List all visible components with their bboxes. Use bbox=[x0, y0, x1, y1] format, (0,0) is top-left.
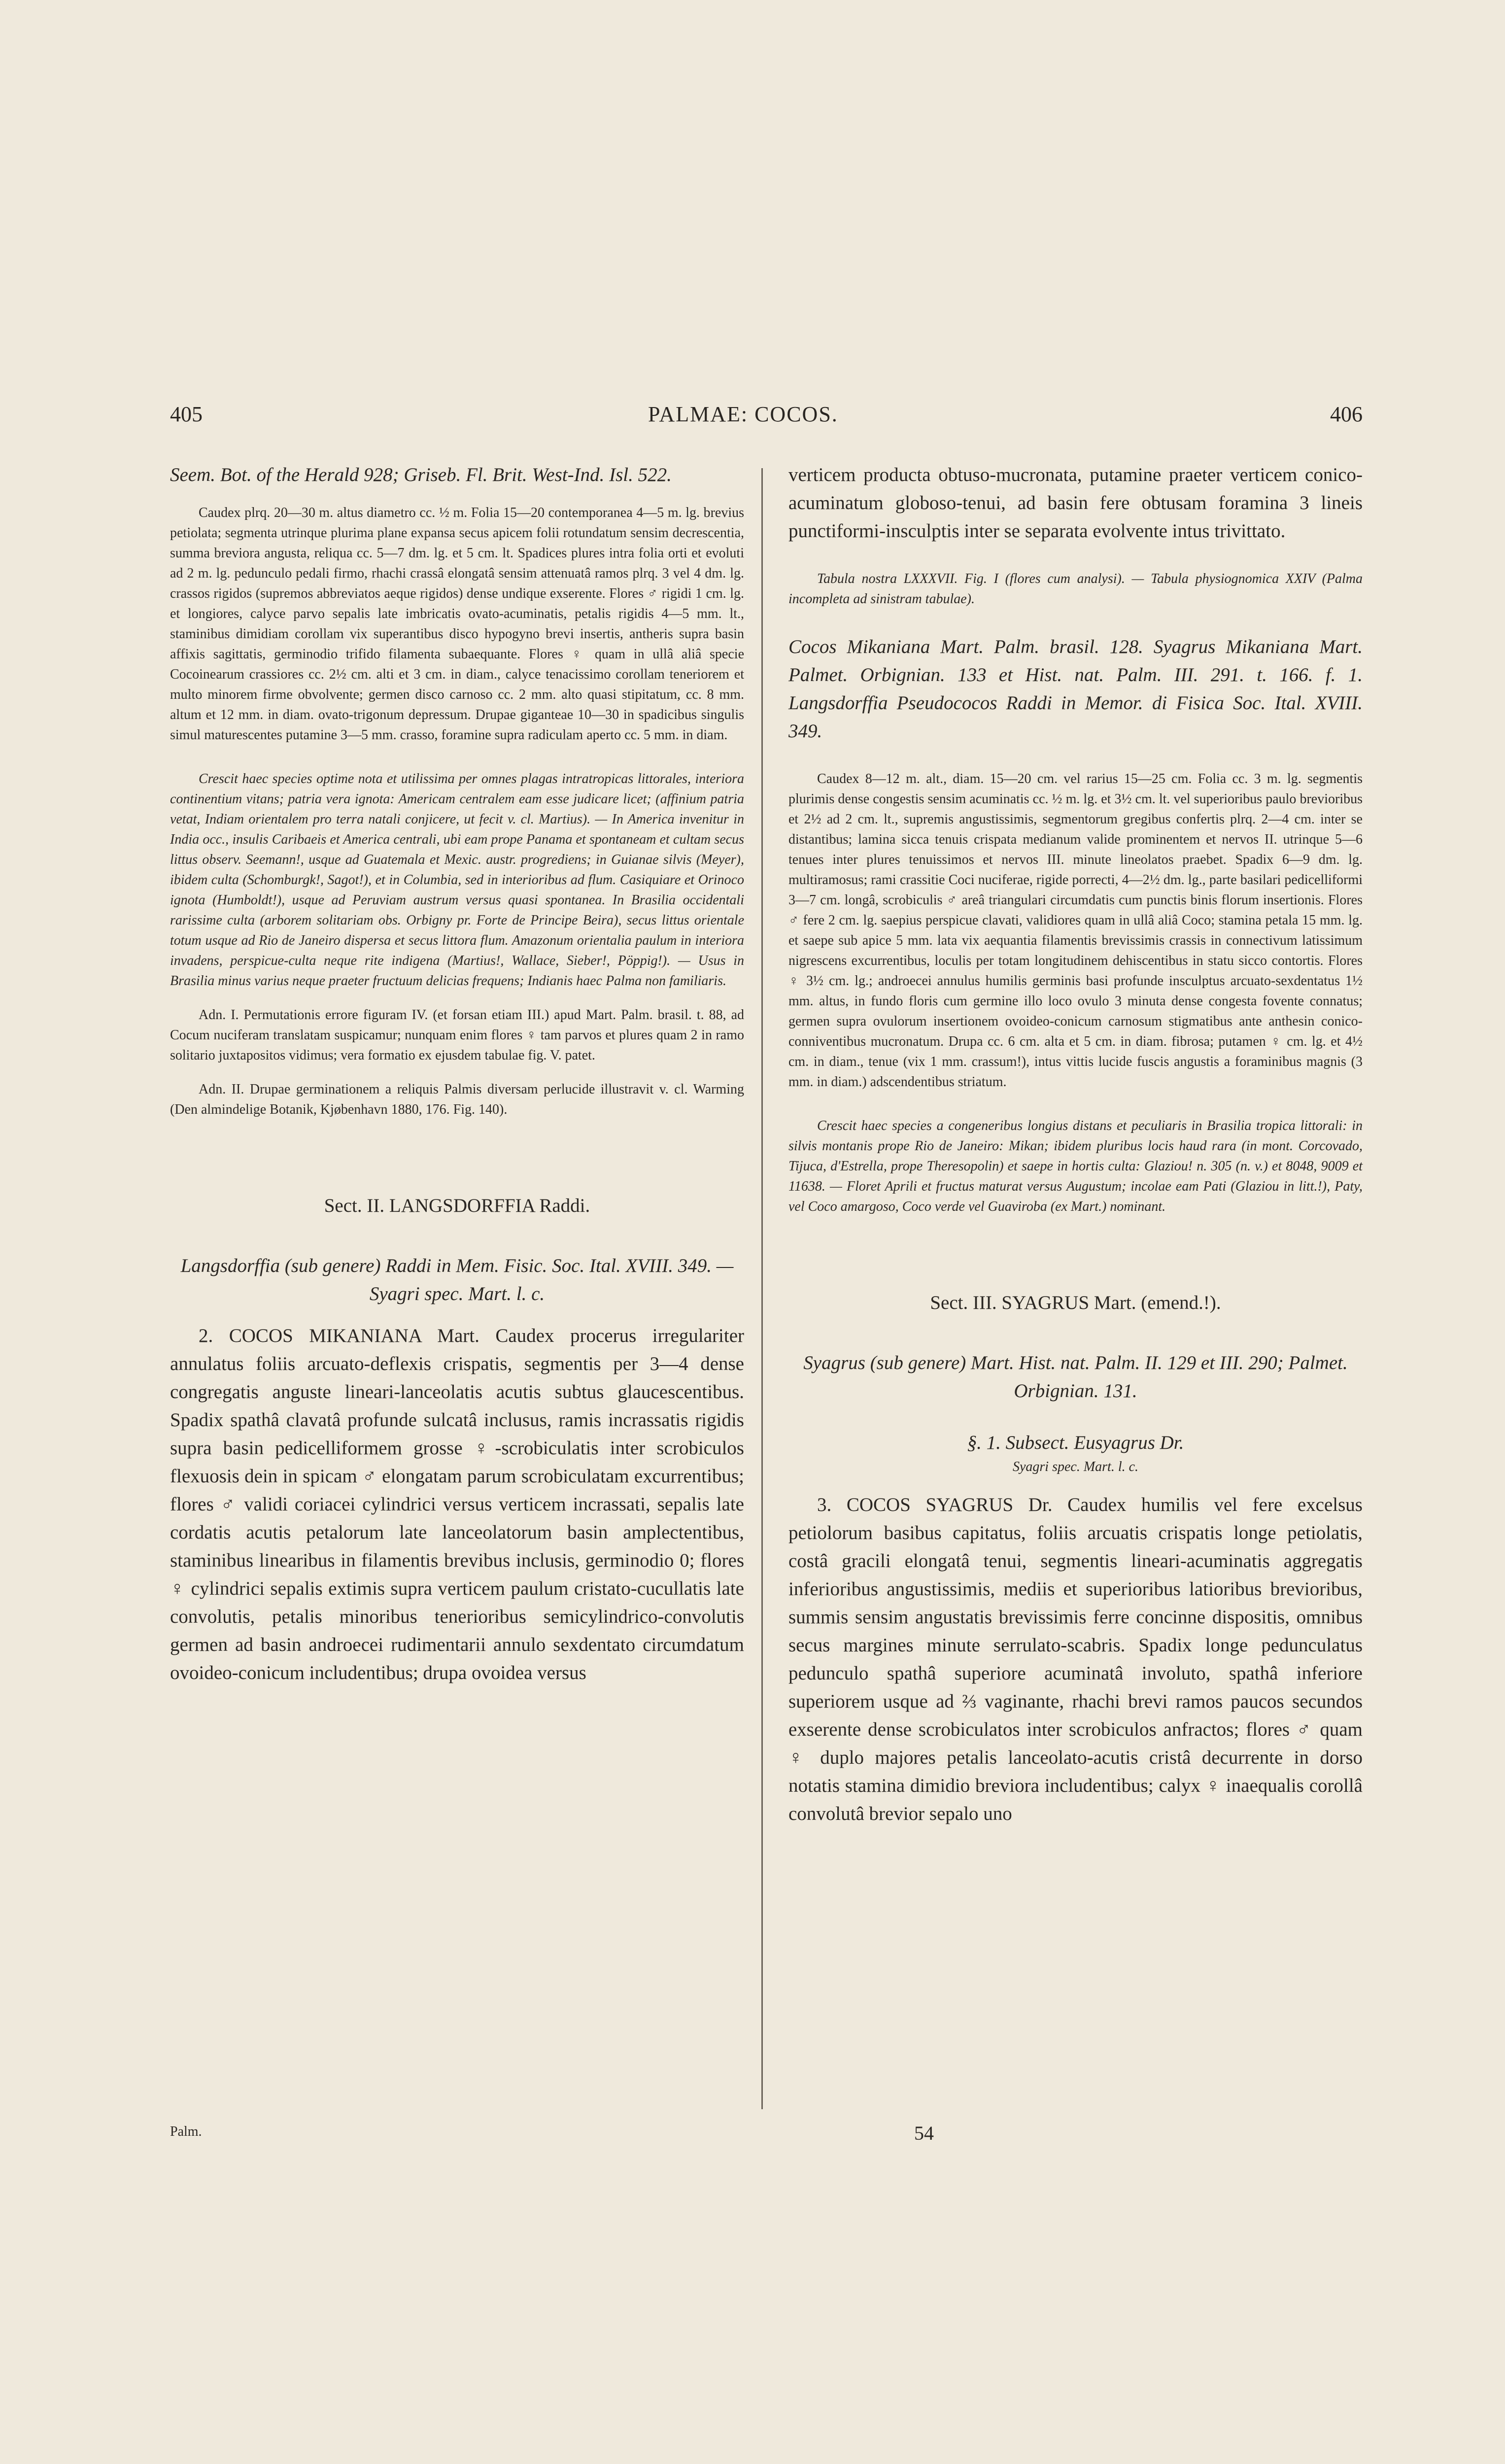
annotation-one: Adn. I. Permutationis errore figuram IV. (et forsan etiam III.) apud Mart. Palm. brasil. t. 88, ad Cocum nuciferam translatam suspicamur; nunquam enim flores ♀ tam parvos et plures quam 2 in ramo solitario juxtapositos vidimus; vera formatio ex ejusdem tabulae fig. V. patet. bbox=[170, 1007, 744, 1063]
section-reference: Langsdorffia (sub genere) Raddi in Mem. Fisic. Soc. Ital. XVIII. 349. — Syagri spec. Mart. l. c. bbox=[180, 1255, 734, 1304]
running-header bbox=[170, 402, 1363, 436]
running-title: PALMAE: COCOS. bbox=[648, 402, 838, 426]
distribution-paragraph: Crescit haec species optime nota et utilissima per omnes plagas intratropicas littorales, interiora continentium vitans; patria vera ignota: Americam centralem eam esse judicare licet; (affinium patria vetat, Indiam orientalem pro terra natali conjicere, ut fecit v. cl. Martius). — In America invenitur in India occ., insulis Caribaeis et America centrali, ubi eam prope Panama et spontaneam et cultam secus littus observ. Seemann!, usque ad Guatemala et Mexic. austr. progrediens; in Guianae silvis (Meyer), ibidem culta (Schomburgk!, Sagot!), et in Columbia, sed in interioribus ad flum. Casiquiare et Orinoco ignota (Humboldt!), usque ad Peruviam austrum versus quasi spontanea. In Brasilia occidentali rarissime culta (arborem solitariam obs. Orbigny pr. Forte de Principe Beira), secus littus orientale totum usque ad Rio de Janeiro dispersa et secus littora flum. Amazonum orientalia paulum in interiora invadens, perspicue-culta neque rite indigena (Martius!, Wallace, Sieber!, Pöppig!). — Usus in Brasilia minus varius neque praeter fructuum delicias frequens; Indianis haec Palma non familiaris. bbox=[170, 771, 744, 989]
page-number-right: 406 bbox=[1330, 402, 1363, 426]
right-column bbox=[788, 461, 1363, 1828]
column-divider bbox=[761, 468, 763, 2109]
description-paragraph: Caudex plrq. 20—30 m. altus diametro cc. ½ m. Folia 15—20 contemporanea 4—5 m. lg. brevius petiolata; segmenta utrinque plurima plane expansa secus apicem folii rotundatum sensim decrescentia, summa breviora angusta, reliqua cc. 5—7 dm. lg. et 5 cm. lt. Spadices plures intra folia orti et evoluti ad 2 m. lg. pedunculo pedali firmo, rhachi crassâ elongatâ sensim attenuatâ ramos plrq. 3 vel 4 dm. lg. crassos rigidos (supremos abbreviatos aeque rigidos) dense undique exserente. Flores ♂ rigidi 1 cm. lg. et longiores, calyce parvo sepalis late imbricatis ovato-acuminatis, petalis rigidis 4—5 mm. lt., staminibus dimidiam corollam vix superantibus disco hypogyno brevi insertis, antheris supra basin affixis sagittatis, germinodio trifido filamenta subaequante. Flores ♀ quam in ullâ aliâ specie Cocoinearum crassiores cc. 2½ cm. alti et 3 cm. in diam., calyce tenacissimo corollam teneriorem et multo minorem firme obvolvente; germen disco carnoso cc. 2 mm. alto quasi stipitatum, cc. 8 mm. altum et 12 mm. in diam. ovato-trigonum depressum. Drupae giganteae 10—30 in spadicibus singulis simul maturescentes putamine 3—5 mm. crasso, foramine supra radiculam aperto cc. 5 mm. in diam. bbox=[170, 505, 744, 743]
distribution-paragraph: Crescit haec species a congeneribus longius distans et peculiaris in Brasilia tropica littorali: in silvis montanis prope Rio de Janeiro: Mikan; ibidem pluribus locis haud rara (in mont. Corcovado, Tijuca, d'Estrella, prope Theresopolin) et saepe in hortis culta: Glaziou! n. 305 (n. v.) et 8048, 9009 et 11638. — Floret Aprili et fructus maturat versus Augustum; incolae eam Pati (Glaziou in litt.!), Paty, vel Coco amargoso, Coco verde vel Guaviroba (ex Mart.) nominant. bbox=[788, 1118, 1363, 1214]
subsection-heading: §. 1. Subsect. Eusyagrus Dr. bbox=[967, 1432, 1184, 1453]
plate-reference: Tabula nostra LXXXVII. Fig. I (flores cum analysi). — Tabula physiognomica XXIV (Palma incompleta ad sinistram tabulae). bbox=[788, 571, 1363, 607]
annotation-two: Adn. II. Drupae germinationem a reliquis Palmis diversam perlucide illustravit v. cl. Warming (Den almindelige Botanik, Kjøbenhavn 1880, 176. Fig. 140). bbox=[170, 1082, 744, 1117]
reference-line: Seem. Bot. of the Herald 928; Griseb. Fl. Brit. West-Ind. Isl. 522. bbox=[170, 464, 672, 485]
description-paragraph: Caudex 8—12 m. alt., diam. 15—20 cm. vel rarius 15—25 cm. Folia cc. 3 m. lg. segmentis plurimis dense congestis sensim acuminatis cc. ½ m. lg. et 3½ cm. lt. vel superioribus paulo brevioribus et 2½ ad 2 cm. lt., supremis angustissimis, segmentorum gregibus confertis plrq. 2—4 cm. inter se distantibus; lamina sicca tenuis crispata medianum valide prominentem et nervos II. utrinque 5—6 tenues inter plures tenuissimos et nervos III. minute lineolatos praebet. Spadix 6—9 dm. lg. multiramosus; rami crassitie Coci nuciferae, rigide porrecti, 4—2½ dm. lg., parte basilari pedicelliformi 3—7 cm. longâ, scrobiculis ♂ areâ triangulari circumdatis cum punctis binis florum insertionis. Flores ♂ fere 2 cm. lg. saepius perspicue clavati, validiores quam in ullâ aliâ Coco; stamina petala 15 mm. lg. et saepe sub apice 5 mm. lata vix aequantia filamentis brevissimis crassis in connectivum latissimum nigrescens excurrentibus, loculis per totam longitudinem dehiscentibus in statu sicco contortis. Flores ♀ 3½ cm. lg.; androecei annulus humilis germinis basi profunde insculptus arcuato-sexdentatus 1½ mm. altus, in fundo floris cum germine illo loco ovulo 3 minuta dense congesta fovente connatus; germen supra ovulorum insertionem ovoideo-conicum carnosum stigmatibus ante anthesin conico-conniventibus mucronatum. Drupa cc. 6 cm. alta et 5 cm. in diam. fibrosa; putamen ♀ cm. lg. et 4½ cm. in diam., tenue (vix 1 mm. crassum!), intus vittis lucide fuscis angustis a foraminibus magnis (3 mm. in diam.) adscendentibus striatum. bbox=[788, 771, 1363, 1090]
page-number-left: 405 bbox=[170, 402, 203, 426]
section-heading: Sect. III. SYAGRUS Mart. (emend.!). bbox=[930, 1292, 1221, 1313]
signature-mark: Palm. bbox=[170, 2124, 202, 2139]
synonymy: Cocos Mikaniana Mart. Palm. brasil. 128. Syagrus Mikaniana Mart. Palmet. Orbignian. 133 et Hist. nat. Palm. III. 291. t. 166. f. 1. Langsdorffia Pseudococos Raddi in Memor. di Fisica Soc. Ital. XVIII. 349. bbox=[788, 636, 1363, 742]
continued-description: verticem producta obtuso-mucronata, putamine praeter verticem conico-acuminatum globoso-tenui, ad basin fere obtusam foramina 3 lineis punctiformi-insculptis inter se separata evolvente intus trivittato. bbox=[788, 464, 1363, 542]
section-reference: Syagrus (sub genere) Mart. Hist. nat. Palm. II. 129 et III. 290; Palmet. Orbignian. 131. bbox=[803, 1352, 1348, 1402]
sheet-number: 54 bbox=[914, 2122, 934, 2144]
left-column bbox=[170, 461, 744, 1687]
species-description: 2. COCOS MIKANIANA Mart. Caudex procerus irregulariter annulatus foliis arcuato-deflexis crispatis, segmentis per 3—4 dense congregatis anguste lineari-lanceolatis acutis subtus glaucescentibus. Spadix spathâ clavatâ profunde sulcatâ inclusus, ramis incrassatis rigidis supra basin pedicelliformem grosse ♀-scrobiculatis inter scrobiculos flexuosis dein in spicam ♂ elongatam parum scrobiculatam excurrentibus; flores ♂ validi coriacei cylindrici versus verticem incrassati, sepalis late cordatis acutis petalorum late lanceolatorum basin amplectentibus, staminibus linearibus in filamentis brevibus inclusis, germinodio 0; flores ♀ cylindrici sepalis extimis supra verticem paulum cristato-cucullatis late convolutis, petalis minoribus tenerioribus semicylindrico-convolutis germen ad basin androecei rudimentarii annulo sexdentato circumdatum ovoideo-conicum includentibus; drupa ovoidea versus bbox=[170, 1325, 744, 1683]
section-heading: Sect. II. LANGSDORFFIA Raddi. bbox=[324, 1195, 590, 1216]
subsection-reference: Syagri spec. Mart. l. c. bbox=[1012, 1459, 1139, 1474]
species-description: 3. COCOS SYAGRUS Dr. Caudex humilis vel fere excelsus petiolorum basibus capitatus, foliis arcuatis crispatis longe petiolatis, costâ gracili elongatâ tenui, segmentis lineari-acuminatis aggregatis inferioribus angustissimis, mediis et superioribus latioribus brevioribus, summis sensim angustatis brevissimis ferre concinne dispositis, omnibus secus margines minute serrulato-scabris. Spadix longe pedunculatus pedunculo spathâ superiore acuminatâ involuto, spathâ inferiore superiorem usque ad ⅔ vaginante, rhachi brevi ramos paucos secundos exserente dense scrobiculatos inter scrobiculos anfractos; flores ♂ quam ♀ duplo majores petalis lanceolato-acutis cristâ decurrente in dorso notatis stamina dimidio breviora includentibus; calyx ♀ inaequalis corollâ convolutâ brevior sepalo uno bbox=[788, 1494, 1363, 1824]
